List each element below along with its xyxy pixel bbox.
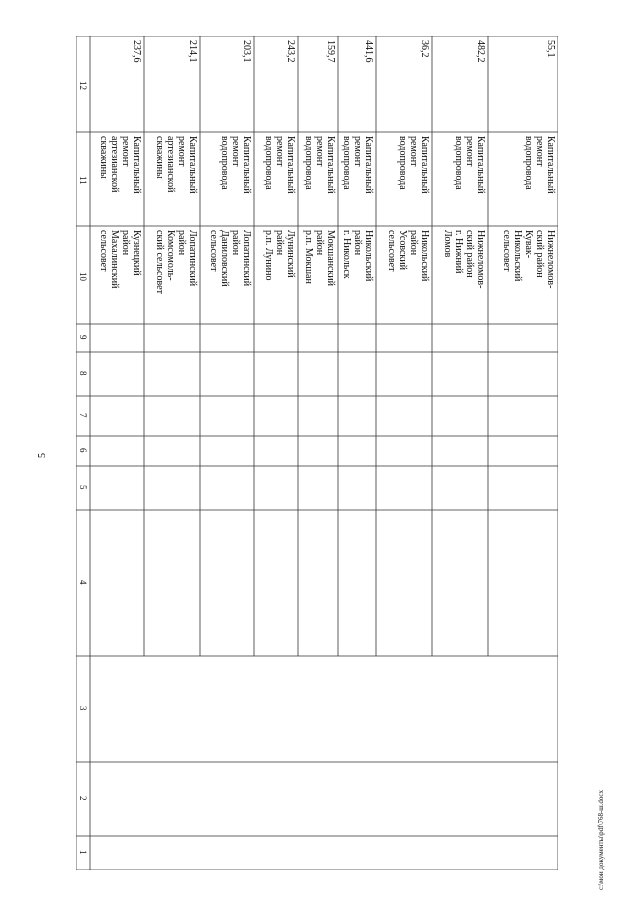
footer-file-path-text: c:\мои документы\pdf\768-ш.docx bbox=[597, 789, 605, 890]
district-cell-line: район bbox=[120, 230, 131, 256]
district-cell-line: район bbox=[230, 230, 241, 256]
district-cell-line: сельсовет bbox=[208, 230, 219, 272]
work-type-cell-line: водопровода bbox=[523, 136, 534, 190]
district-cell-line: г. Никольск bbox=[341, 230, 352, 279]
district-cell-line: р.п. Мокшан bbox=[303, 230, 314, 284]
work-type-cell-line: водопровода bbox=[263, 136, 274, 190]
district-cell-line: Лунинский bbox=[285, 230, 296, 278]
work-type-cell-line: Капитальный bbox=[187, 136, 198, 194]
district-cell-line: Даниловский bbox=[219, 230, 230, 287]
district-cell-line: Никольский bbox=[363, 230, 374, 282]
district-cell-line: Кузнецкий bbox=[131, 230, 142, 276]
work-type-cell-line: ремонт bbox=[230, 136, 241, 167]
district-cell-line: Нижнеломов- bbox=[475, 230, 486, 289]
district-cell-line: район bbox=[314, 230, 325, 256]
work-type-cell-line: ремонт bbox=[534, 136, 545, 167]
district-cell-line: сельсовет bbox=[98, 230, 109, 272]
work-type-cell-line: Капитальный bbox=[419, 136, 430, 194]
district-cell-line: Никольский bbox=[512, 230, 523, 282]
amount-cell-line: 55,1 bbox=[545, 40, 556, 58]
district-cell-line: ский район bbox=[464, 230, 475, 278]
district-cell-line: Лопатинский bbox=[187, 230, 198, 287]
work-type-cell-line: Капитальный bbox=[241, 136, 252, 194]
amount-cell-line: 482,2 bbox=[475, 40, 486, 63]
work-type-cell-line: ремонт bbox=[176, 136, 187, 167]
work-type-cell-line: Капитальный bbox=[285, 136, 296, 194]
work-type-cell-line: артезианской bbox=[165, 136, 176, 193]
district-cell-line: район bbox=[408, 230, 419, 256]
work-type-cell-line: ремонт bbox=[120, 136, 131, 167]
work-type-cell-line: Капитальный bbox=[363, 136, 374, 194]
district-cell-line: район bbox=[176, 230, 187, 256]
district-cell-line: Лопатинский bbox=[241, 230, 252, 287]
district-cell-line: р.п. Лунино bbox=[263, 230, 274, 281]
work-type-cell-line: артезианской bbox=[109, 136, 120, 193]
data-table: 12 11 10 9 8 7 6 5 4 3 2 1 237,6 Капитальный ремонт артезианской скважины Кузнецкий район Махалинский сельсовет 214,1 Капитальный ремонт артезианской скважины Лопатинский район Комсомоль- ский сельсовет 203,1 Капитальный ремонт водопровода Лопатинский район Даниловский сельсовет 243,2 Капитальный ремонт водопровода Лунинский район р.п. Лунино 159,7 Капитальный ремонт водопровода Мокшанский район р.п. Мокшан 441,6 Капитальный ремонт водопровода Никольский район г. Никольск 36,2 Капитальный ремонт водопровода Никольский район Усовский сельсовет 482,2 Капитальный ремонт водопровода Нижнеломов- ский район г. Нижний Ломов 55,1 Капитальный ремонт водопровода Нижнеломов- ский район Кувак- Никольский сельсовет bbox=[76, 36, 558, 870]
amount-cell-line: 203,1 bbox=[241, 40, 252, 63]
district-cell-line: Махалинский bbox=[109, 230, 120, 289]
work-type-cell-line: Капитальный bbox=[475, 136, 486, 194]
district-cell-line: сельсовет bbox=[386, 230, 397, 272]
work-type-cell-line: ремонт bbox=[274, 136, 285, 167]
amount-cell-line: 214,1 bbox=[187, 40, 198, 63]
district-cell-line: район bbox=[352, 230, 363, 256]
work-type-cell-line: Капитальный bbox=[545, 136, 556, 194]
district-cell-line: район bbox=[274, 230, 285, 256]
district-cell-line: г. Нижний bbox=[453, 230, 464, 274]
district-cell-line: ский сельсовет bbox=[154, 230, 165, 294]
work-type-cell-line: водопровода bbox=[341, 136, 352, 190]
work-type-cell-line: скважины bbox=[154, 136, 165, 179]
district-cell-line: Ломов bbox=[442, 230, 453, 258]
district-cell-line: Никольский bbox=[419, 230, 430, 282]
amount-cell-line: 237,6 bbox=[131, 40, 142, 63]
work-type-cell-line: ремонт bbox=[408, 136, 419, 167]
page-number: 5 bbox=[37, 453, 48, 458]
amount-cell-line: 36,2 bbox=[419, 40, 430, 58]
work-type-cell-line: ремонт bbox=[314, 136, 325, 167]
district-cell-line: Нижнеломов- bbox=[545, 230, 556, 289]
work-type-cell-line: ремонт bbox=[464, 136, 475, 167]
district-cell-line: Комсомоль- bbox=[165, 230, 176, 281]
work-type-cell-line: ремонт bbox=[352, 136, 363, 167]
work-type-cell-line: скважины bbox=[98, 136, 109, 179]
work-type-cell-line: водопровода bbox=[303, 136, 314, 190]
work-type-cell-line: водопровода bbox=[453, 136, 464, 190]
amount-cell-line: 441,6 bbox=[363, 40, 374, 63]
footer-file-path bbox=[597, 780, 605, 900]
district-cell-line: Кувак- bbox=[523, 230, 534, 259]
district-cell-line: сельсовет bbox=[501, 230, 512, 272]
district-cell-line: Усовский bbox=[397, 230, 408, 270]
work-type-cell-line: водопровода bbox=[219, 136, 230, 190]
work-type-cell-line: Капитальный bbox=[131, 136, 142, 194]
district-cell-line: Мокшанский bbox=[325, 230, 336, 286]
amount-cell-line: 243,2 bbox=[285, 40, 296, 63]
work-type-cell-line: водопровода bbox=[397, 136, 408, 190]
district-cell-line: ский район bbox=[534, 230, 545, 278]
work-type-cell-line: Капитальный bbox=[325, 136, 336, 194]
amount-cell-line: 159,7 bbox=[325, 40, 336, 63]
